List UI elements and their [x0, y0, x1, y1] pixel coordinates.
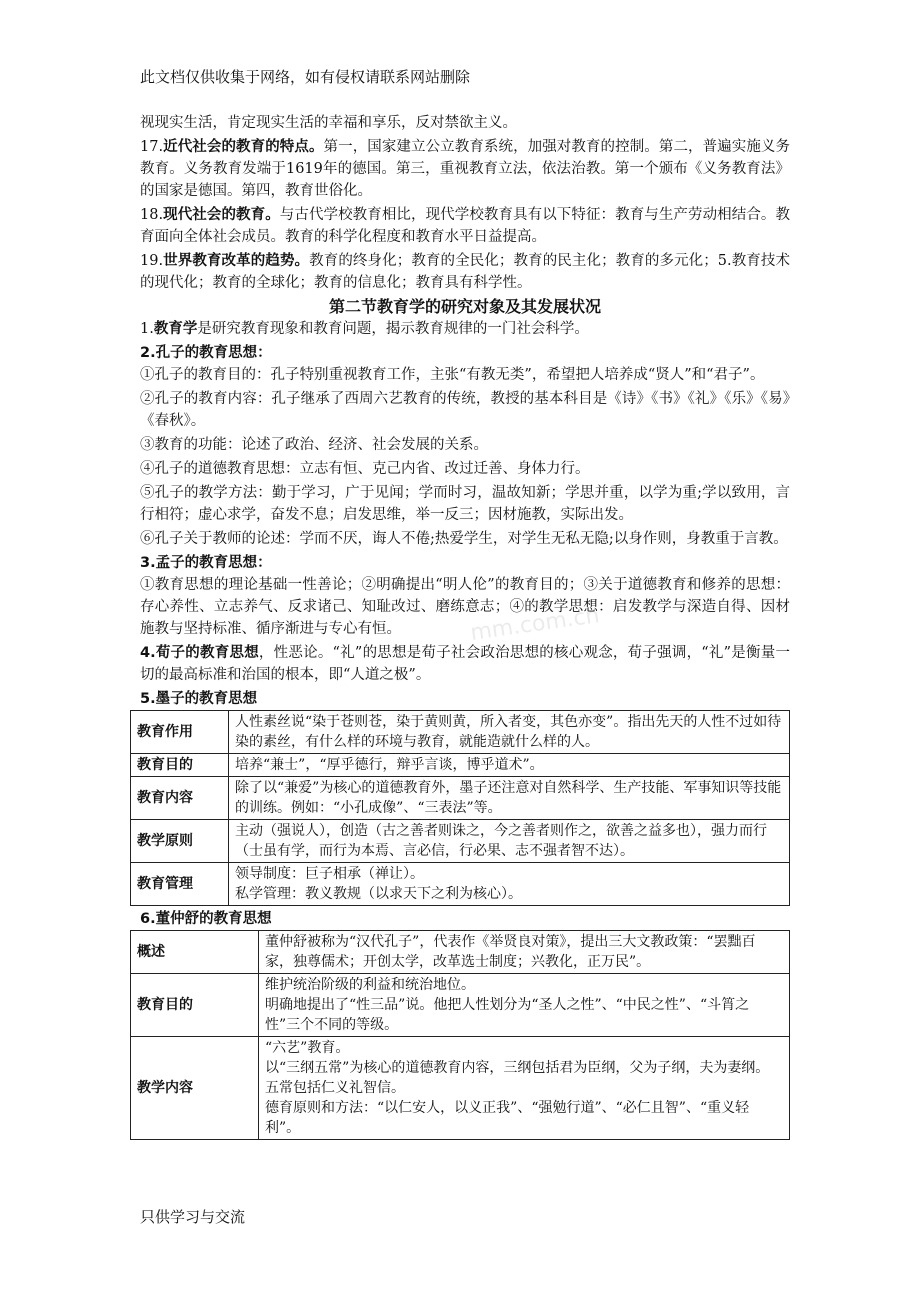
table-row [131, 974, 790, 1037]
confucius-point: ⑥孔子关于教师的论述：学而不厌，诲人不倦;热爱学生，对学生无私无隐;以身作则，身教重于言教。 [140, 531, 788, 547]
confucius-point: ②孔子的教育内容：孔子继承了西周六艺教育的传统，教授的基本科目是《诗》《书》《礼》《乐》《易》《春秋》。 [140, 391, 790, 429]
dong-title: 6.董仲舒的教育思想 [140, 911, 272, 927]
row-key: 概述 [131, 931, 259, 974]
table-row [131, 711, 790, 754]
row-key: 教育管理 [131, 863, 229, 906]
intro-line: 视现实生活，肯定现实生活的幸福和享乐，反对禁欲主义。 [140, 115, 517, 131]
document-body [137, 112, 791, 1142]
table-row [131, 863, 790, 906]
confucius-point: ①孔子的教育目的：孔子特别重视教育工作，主张“有教无类”，希望把人培养成“贤人”和“君子”。 [140, 367, 765, 383]
mencius-title: 3.孟子的教育思想： [140, 555, 272, 571]
row-value: 除了以“兼爱”为核心的道德教育外，墨子还注意对自然科学、生产技能、军事知识等技能的训练。例如：“小孔成像”、“三表法”等。 [229, 777, 790, 820]
row-value: 主动（强说人），创造（古之善者则诛之，今之善者则作之，欲善之益多也），强力而行（士虽有学，而行为本焉、言必信，行必果、志不强者智不达）。 [229, 820, 790, 863]
table-row [131, 777, 790, 820]
row-key: 教育目的 [131, 754, 229, 777]
row-value: 维护统治阶级的利益和统治地位。 明确地提出了“性三品”说。他把人性划分为“圣人之性”、“中民之性”、“斗筲之性”三个不同的等级。 [259, 974, 790, 1037]
mencius-text: ①教育思想的理论基础一性善论；②明确提出“明人伦”的教育目的；③关于道德教育和修养的思想：存心养性、立志养气、反求诸己、知耻改过、磨练意志；④的教学思想：启发教学与深造自得、因材施教与坚持标准、循序渐进与专心有恒。 [140, 577, 790, 637]
row-value: 培养“兼士”，“厚乎德行，辩乎言谈，博乎道术”。 [229, 754, 790, 777]
confucius-title: 2.孔子的教育思想： [140, 345, 272, 361]
item-17: 17.近代社会的教育的特点。第一，国家建立公立教育系统，加强对教育的控制。第二，普遍实施义务教育。义务教育发端于1619年的德国。第三，重视教育立法，依法治教。第一个颁布《义务教育法》的国家是德国。第四，教育世俗化。 [140, 139, 791, 199]
confucius-point: ⑤孔子的教学方法：勤于学习，广于见闻；学而时习，温故知新；学思并重，以学为重;学以致用，言行相符；虚心求学，奋发不息；启发思维，举一反三；因材施教，实际出发。 [140, 485, 790, 523]
row-key: 教学原则 [131, 820, 229, 863]
page-footer: 只供学习与交流 [140, 1208, 246, 1226]
row-key: 教育目的 [131, 974, 259, 1037]
watermark: mm.com.cn [468, 603, 601, 646]
item-19: 19.世界教育改革的趋势。教育的终身化；教育的全民化；教育的民主化；教育的多元化；5.教育技术的现代化；教育的全球化；教育的信息化；教育具有科学性。 [140, 253, 790, 291]
definition: 1.教育学是研究教育现象和教育问题，揭示教育规律的一门社会科学。 [140, 321, 589, 337]
row-value: 领导制度：巨子相承（禅让）。 私学管理：教义教规（以求天下之利为核心）。 [229, 863, 790, 906]
table-row [131, 1037, 790, 1140]
row-value: 董仲舒被称为“汉代孔子”，代表作《举贤良对策》，提出三大文教政策：“罢黜百家，独尊儒术；开创太学，改革选士制度；兴教化，正万民”。 [259, 931, 790, 974]
row-key: 教学内容 [131, 1037, 259, 1140]
section-title: 第二节教育学的研究对象及其发展状况 [328, 297, 601, 316]
table-row [131, 931, 790, 974]
dong-table [130, 930, 790, 1140]
item-18: 18.现代社会的教育。与古代学校教育相比，现代学校教育具有以下特征：教育与生产劳动相结合。教育面向全体社会成员。教育的科学化程度和教育水平日益提高。 [140, 207, 790, 245]
page-header: 此文档仅供收集于网络，如有侵权请联系网站删除 [140, 68, 471, 86]
confucius-point: ③教育的功能：论述了政治、经济、社会发展的关系。 [140, 437, 488, 453]
xunzi-paragraph: 4.荀子的教育思想，性恶论。“礼”的思想是荀子社会政治思想的核心观念，荀子强调，“礼”是衡量一切的最高标准和治国的根本，即“人道之极”。 [140, 645, 790, 683]
row-value: 人性素丝说“染于苍则苍，染于黄则黄，所入者变，其色亦变”。指出先天的人性不过如待染的素丝，有什么样的环境与教育，就能造就什么样的人。 [229, 711, 790, 754]
mozi-table [130, 710, 790, 906]
table-row [131, 754, 790, 777]
row-key: 教育作用 [131, 711, 229, 754]
row-value: “六艺”教育。 以“三纲五常”为核心的道德教育内容，三纲包括君为臣纲，父为子纲，夫为妻纲。五常包括仁义礼智信。 德育原则和方法：“以仁安人，以义正我”、“强勉行道”、“必仁且智”、“重义轻利”。 [259, 1037, 790, 1140]
row-key: 教育内容 [131, 777, 229, 820]
table-row [131, 820, 790, 863]
mozi-title: 5.墨子的教育思想 [140, 691, 258, 707]
confucius-point: ④孔子的道德教育思想：立志有恒、克己内省、改过迁善、身体力行。 [140, 461, 590, 477]
